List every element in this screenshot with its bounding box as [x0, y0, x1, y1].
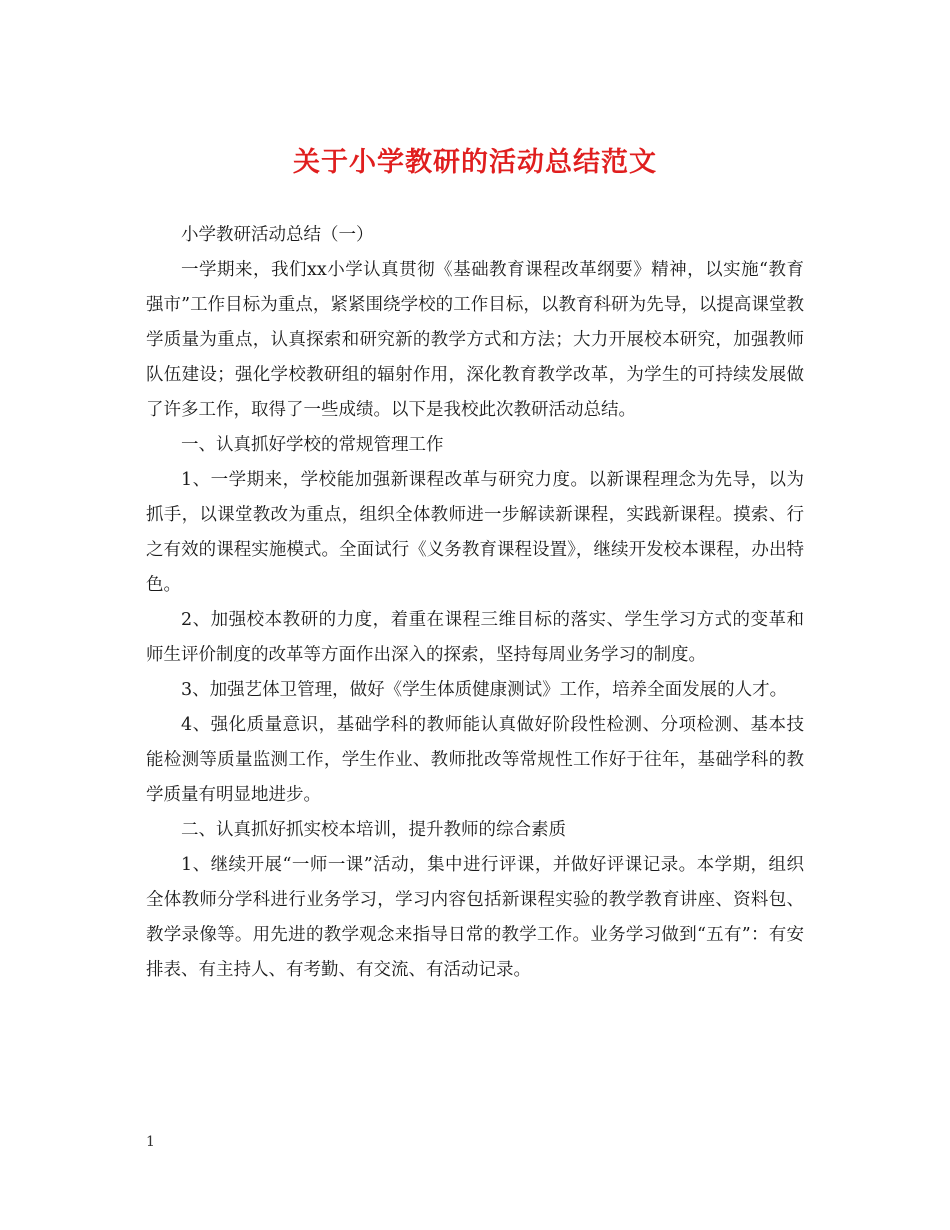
- page-number: 1: [146, 1134, 155, 1150]
- body-paragraph: 3、加强艺体卫管理，做好《学生体质健康测试》工作，培养全面发展的人才。: [181, 680, 788, 700]
- body-paragraph: 4、强化质量意识，基础学科的教师能认真做好阶段性检测、分项检测、基本技能检测等质量监测工作，学生作业、教师批改等常规性工作好于往年，基础学科的教学质量有明显地进步。: [146, 715, 804, 805]
- section-heading-1: 一、认真抓好学校的常规管理工作: [181, 435, 444, 455]
- intro-paragraph: 一学期来，我们xx小学认真贯彻《基础教育课程改革纲要》精神，以实施“教育强市”工作目标为重点，紧紧围绕学校的工作目标，以教育科研为先导，以提高课堂教学质量为重点，认真探索和研究新的教学方式和方法；大力开展校本研究，加强教师队伍建设；强化学校教研组的辐射作用，深化教育教学改革，为学生的可持续发展做了许多工作，取得了一些成绩。以下是我校此次教研活动总结。: [146, 260, 804, 420]
- section-subtitle: 小学教研活动总结（一）: [181, 225, 374, 245]
- body-paragraph: 2、加强校本教研的力度，着重在课程三维目标的落实、学生学习方式的变革和师生评价制度的改革等方面作出深入的探索，坚持每周业务学习的制度。: [146, 610, 804, 665]
- section-heading-2: 二、认真抓好抓实校本培训，提升教师的综合素质: [181, 820, 566, 840]
- document-body: [146, 218, 804, 988]
- document-title: 关于小学教研的活动总结范文: [293, 147, 657, 178]
- body-paragraph: 1、继续开展“一师一课”活动，集中进行评课，并做好评课记录。本学期，组织全体教师分学科进行业务学习，学习内容包括新课程实验的教学教育讲座、资料包、教学录像等。用先进的教学观念来指导日常的教学工作。业务学习做到“五有”：有安排表、有主持人、有考勤、有交流、有活动记录。: [146, 855, 804, 980]
- body-paragraph: 1、一学期来，学校能加强新课程改革与研究力度。以新课程理念为先导，以为抓手，以课堂教改为重点，组织全体教师进一步解读新课程，实践新课程。摸索、行之有效的课程实施模式。全面试行《义务教育课程设置》，继续开发校本课程，办出特色。: [146, 470, 804, 595]
